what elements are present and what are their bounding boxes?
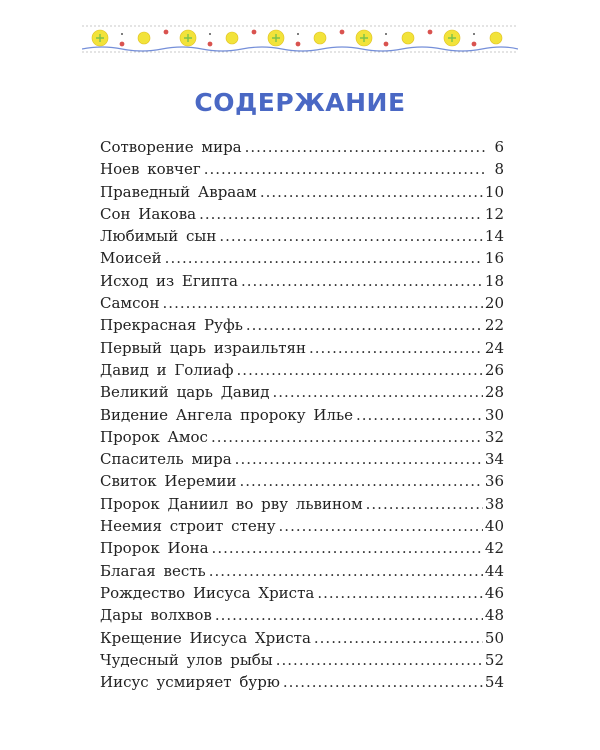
toc-dot-leader: [245, 136, 486, 158]
toc-entry[interactable]: [100, 515, 504, 537]
toc-dot-leader: [209, 560, 483, 582]
toc-entry-page: 52: [484, 650, 504, 669]
toc-entry-page: 32: [484, 427, 504, 446]
toc-entry-title: Прекрасная Руфь: [100, 316, 243, 335]
toc-dot-leader: [246, 314, 483, 336]
toc-dot-leader: [260, 181, 483, 203]
toc-entry-title: Свиток Иеремии: [100, 472, 237, 491]
toc-entry-page: 24: [484, 338, 504, 357]
toc-entry[interactable]: [100, 493, 504, 515]
toc-entry-title: Пророк Даниил во рву львином: [100, 494, 363, 513]
toc-dot-leader: [279, 515, 483, 537]
toc-entry-page: 16: [484, 249, 504, 268]
toc-entry[interactable]: [100, 203, 504, 225]
toc-entry-title: Пророк Амос: [100, 427, 208, 446]
toc-dot-leader: [235, 448, 483, 470]
toc-dot-leader: [204, 158, 486, 180]
toc-entry-page: 18: [484, 271, 504, 290]
toc-entry[interactable]: [100, 158, 504, 180]
toc-entry[interactable]: [100, 381, 504, 403]
toc-entry-title: Видение Ангела пророку Илье: [100, 405, 353, 424]
toc-entry-title: Великий царь Давид: [100, 383, 270, 402]
toc-entry[interactable]: [100, 560, 504, 582]
toc-entry-title: Неемия строит стену: [100, 517, 276, 536]
toc-entry-page: 44: [484, 561, 504, 580]
toc-entry[interactable]: [100, 314, 504, 336]
toc-entry-page: 26: [484, 360, 504, 379]
toc-entry-title: Дары волхвов: [100, 606, 212, 625]
toc-dot-leader: [273, 381, 483, 403]
toc-entry-page: 42: [484, 539, 504, 558]
toc-entry[interactable]: [100, 470, 504, 492]
toc-dot-leader: [219, 225, 483, 247]
toc-entry[interactable]: [100, 537, 504, 559]
toc-entry-title: Сон Иакова: [100, 204, 197, 223]
toc-entry-page: 12: [484, 204, 504, 223]
toc-dot-leader: [276, 649, 483, 671]
toc-entry-page: 14: [484, 227, 504, 246]
toc-entry[interactable]: [100, 359, 504, 381]
toc-entry-title: Давид и Голиаф: [100, 360, 234, 379]
toc-entry-title: Пророк Иона: [100, 539, 209, 558]
toc-dot-leader: [241, 270, 483, 292]
toc-entry-page: 30: [484, 405, 504, 424]
toc-entry-page: 22: [484, 316, 504, 335]
toc-entry-page: 40: [484, 517, 504, 536]
toc-entry-page: 28: [484, 383, 504, 402]
toc-entry-title: Первый царь израильтян: [100, 338, 307, 357]
toc-entry-title: Крещение Иисуса Христа: [100, 628, 311, 647]
toc-dot-leader: [211, 426, 483, 448]
toc-entry[interactable]: [100, 181, 504, 203]
toc-entry-title: Моисей: [100, 249, 162, 268]
toc-entry[interactable]: [100, 426, 504, 448]
toc-entry-page: 54: [484, 673, 504, 692]
toc-entry[interactable]: [100, 627, 504, 649]
toc-dot-leader: [314, 627, 483, 649]
toc-entry-page: 36: [484, 472, 504, 491]
toc-entry-title: Любимый сын: [100, 227, 217, 246]
toc-entry[interactable]: [100, 136, 504, 158]
toc-entry-page: 6: [494, 138, 504, 156]
toc-entry-page: 46: [484, 583, 504, 602]
toc-entry[interactable]: [100, 671, 504, 693]
toc-dot-leader: [212, 537, 483, 559]
toc-dot-leader: [356, 404, 483, 426]
toc-entry-page: 10: [484, 182, 504, 201]
toc-entry-title: Рождество Иисуса Христа: [100, 583, 315, 602]
toc-entry-title: Ноев ковчег: [100, 160, 201, 179]
toc-entry-title: Исход из Египта: [100, 271, 238, 290]
toc-dot-leader: [237, 359, 483, 381]
toc-dot-leader: [199, 203, 483, 225]
toc-entry-title: Чудесный улов рыбы: [100, 650, 273, 669]
toc-entry-page: 48: [484, 606, 504, 625]
toc-entry-page: 20: [484, 294, 504, 313]
toc-entry-title: Сотворение мира: [100, 138, 242, 156]
table-of-contents: [100, 136, 504, 693]
toc-entry[interactable]: [100, 270, 504, 292]
toc-entry-title: Спаситель мира: [100, 450, 232, 469]
toc-entry-title: Праведный Авраам: [100, 182, 257, 201]
toc-entry-title: Благая весть: [100, 561, 206, 580]
toc-dot-leader: [215, 604, 483, 626]
toc-entry[interactable]: [100, 247, 504, 269]
toc-entry[interactable]: [100, 404, 504, 426]
toc-entry[interactable]: [100, 448, 504, 470]
toc-dot-leader: [165, 247, 483, 269]
page-title: СОДЕРЖАНИЕ: [194, 88, 406, 117]
toc-entry[interactable]: [100, 582, 504, 604]
toc-entry-title: Самсон: [100, 294, 160, 313]
toc-entry[interactable]: [100, 337, 504, 359]
toc-dot-leader: [366, 493, 483, 515]
toc-dot-leader: [317, 582, 483, 604]
toc-entry-page: 38: [484, 494, 504, 513]
toc-entry[interactable]: [100, 225, 504, 247]
toc-dot-leader: [283, 671, 483, 693]
toc-entry-title: Иисус усмиряет бурю: [100, 673, 280, 692]
toc-entry-page: 8: [494, 160, 504, 179]
toc-entry[interactable]: [100, 292, 504, 314]
toc-dot-leader: [309, 337, 483, 359]
toc-dot-leader: [240, 470, 483, 492]
toc-entry[interactable]: [100, 649, 504, 671]
toc-entry[interactable]: [100, 604, 504, 626]
toc-entry-page: 50: [484, 628, 504, 647]
toc-entry-page: 34: [484, 450, 504, 469]
floral-border-icon: [82, 24, 518, 54]
toc-dot-leader: [163, 292, 483, 314]
